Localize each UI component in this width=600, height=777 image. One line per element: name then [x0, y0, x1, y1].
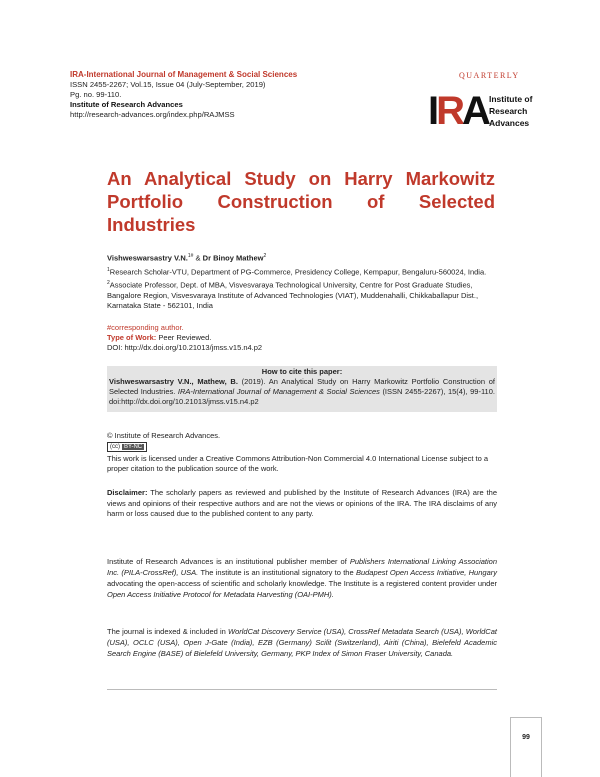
- author-1: Vishweswarsastry V.N.: [107, 253, 188, 263]
- publisher-name: Institute of Research Advances: [70, 100, 183, 109]
- quarterly-label: QUARTERLY: [459, 71, 520, 80]
- issn-line: ISSN 2455-2267; Vol.15, Issue 04 (July-September, 2019): [70, 80, 266, 89]
- doi-line[interactable]: DOI: http://dx.doi.org/10.21013/jmss.v15.n4.p2: [107, 343, 263, 352]
- corresponding-author: #corresponding author.: [107, 323, 184, 332]
- correspondence-block: [107, 323, 497, 353]
- page-number: 99: [510, 717, 542, 777]
- disclaimer-block: [107, 488, 497, 520]
- journal-url[interactable]: http://research-advances.org/index.php/RAJMSS: [70, 110, 235, 119]
- citation-text: Vishweswarsastry V.N., Mathew, B. (2019). An Analytical Study on Harry Markowitz Portfolio Construction of Selected Industries. IRA-International Journal of Management & Social Sciences (ISSN 2455-2267), 15(4), 99-110. doi:http://dx.doi.org/10.21013/jmss.v15.n4.p2: [109, 377, 495, 406]
- author-2: Dr Binoy Mathew: [202, 253, 264, 263]
- copyright-line: © Institute of Research Advances.: [107, 431, 221, 440]
- license-block: [107, 431, 497, 474]
- type-of-work: Type of Work: Peer Reviewed.: [107, 333, 212, 342]
- affiliation-2: $^2$Associate Professor, Dept. of MBA, Visvesvaraya Technological University, Centre for Post Graduate Studies, Bangalore Region, Visvesvaraya Institute of Advanced Technologies (VIAT), Muddenahalli, Chikkaballapur Dist., Karnataka State - 562101, India: [107, 280, 479, 310]
- pages-line: Pg. no. 99-110.: [70, 90, 122, 99]
- citation-heading: How to cite this paper:: [261, 367, 343, 376]
- citation-box: [107, 366, 497, 412]
- author-names: Vishweswarsastry V.N.$^{1\#}$ & Dr Binoy Mathew$^2$: [107, 253, 267, 263]
- author-block: [107, 251, 497, 311]
- cc-license-badge[interactable]: (cc) BY-NC: [107, 442, 147, 452]
- license-text: This work is licensed under a Creative Commons Attribution-Non Commercial 4.0 International License subject to a proper citation to the publication source of the work.: [107, 454, 489, 473]
- journal-name: IRA-International Journal of Management & Social Sciences: [70, 70, 298, 79]
- ira-logo-text: Institute of Research Advances: [489, 94, 533, 128]
- affiliation-1: $^1$Research Scholar-VTU, Department of PG-Commerce, Presidency College, Kempapur, Bengaluru-560024, India.: [107, 266, 487, 276]
- footer-divider: [107, 689, 497, 690]
- journal-header: [70, 70, 320, 120]
- disclaimer-label: Disclaimer:: [107, 488, 148, 497]
- paper-title: An Analytical Study on Harry Markowitz Portfolio Construction of Selected Industries: [107, 168, 495, 235]
- ira-logo-mark: IRA: [428, 89, 488, 133]
- membership-paragraph: Institute of Research Advances is an institutional publisher member of Publishers International Linking Association Inc. (PILA-CrossRef), USA. The institute is an institutional signatory to the Budapest Open Access Initiative, Hungary advocating the open-access of scientific and scholarly knowledge. The Institute is a registered content provider under Open Access Initiative Protocol for Metadata Harvesting (OAI-PMH).: [107, 557, 498, 599]
- indexing-paragraph: The journal is indexed & included in WorldCat Discovery Service (USA), CrossRef Metadata Search (USA), WorldCat (USA), OCLC (USA), Open J-Gate (India), EZB (Germany) Scilit (Switzerland), Airiti (China), Bielefeld Academic Search Engine (BASE) of Bielefeld University, Germany, PKP Index of Simon Fraser University, Canada.: [107, 627, 497, 658]
- ira-logo: [428, 89, 548, 133]
- disclaimer-text: The scholarly papers as reviewed and published by the Institute of Research Advances (IRA) are the views and opinions of their respective authors and are not the views or opinions of the IRA. The IRA disclaims of any harm or loss caused due to the published content to any party.: [107, 488, 498, 518]
